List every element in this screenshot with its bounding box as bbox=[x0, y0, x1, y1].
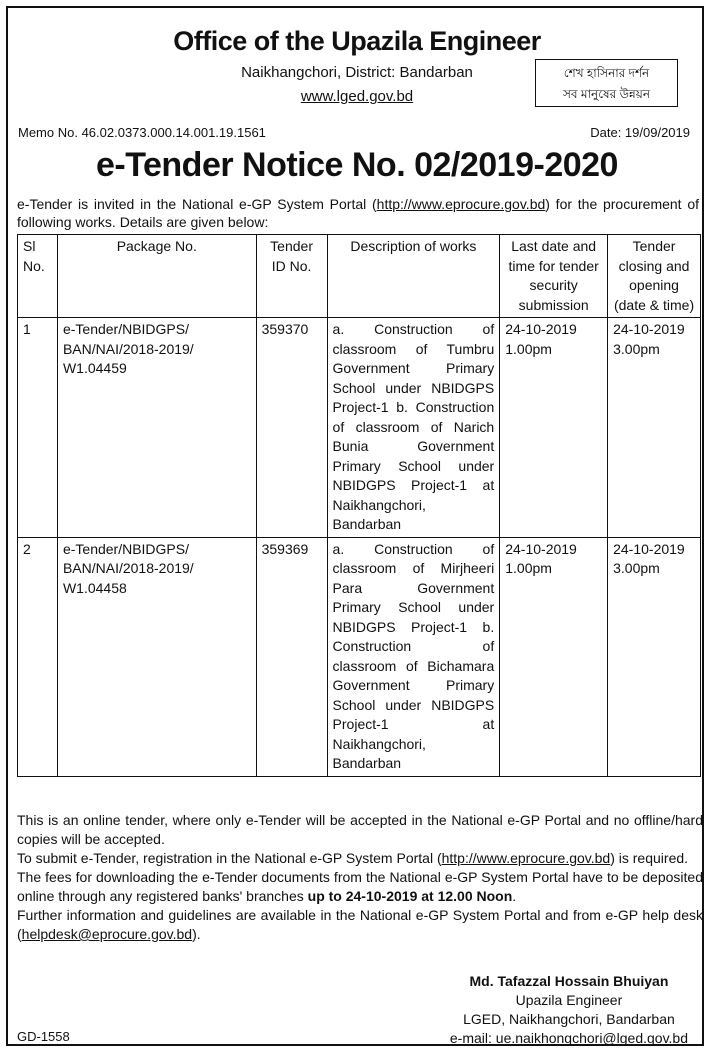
fees-deadline: up to 24-10-2019 at 12.00 Noon bbox=[307, 888, 513, 904]
stamp-line-2: সব মানুষের উন্নয়ন bbox=[562, 87, 651, 101]
table-row bbox=[18, 537, 701, 776]
fees-text-after: . bbox=[512, 888, 517, 904]
intro-text-after: ) for the procurement of following works. Details are given below: bbox=[17, 196, 699, 230]
footer-instructions bbox=[17, 811, 703, 944]
row-closing bbox=[608, 318, 701, 538]
row-description: a. Construction of classroom of Mirjheeri Para Government Primary School under NBIDGPS Project-1 b. Construction of classroom of Bichamara Government Primary School under NBIDGPS Project-1 at Naikhangchori, Bandarban bbox=[327, 537, 500, 776]
security-time: 1.00pm bbox=[505, 340, 552, 357]
intro-text-before: e-Tender is invited in the National e-GP System Portal ( bbox=[17, 196, 377, 212]
row-sl: 2 bbox=[18, 537, 58, 776]
notice-date: Date: 19/09/2019 bbox=[590, 125, 690, 140]
signature-block bbox=[450, 972, 688, 1048]
closing-date: 24-10-2019 bbox=[613, 540, 685, 557]
footer-paragraph-registration bbox=[17, 849, 703, 868]
footer-paragraph-helpdesk bbox=[17, 906, 703, 944]
signatory-name: Md. Tafazzal Hossain Bhuiyan bbox=[469, 973, 669, 989]
works-table bbox=[17, 234, 701, 777]
notice-page bbox=[6, 6, 704, 1046]
registration-text-before: To submit e-Tender, registration in the National e-GP System Portal ( bbox=[17, 850, 442, 866]
footer-paragraph-online: This is an online tender, where only e-Tender will be accepted in the National e-GP Portal and no offline/hard copies will be accepted. bbox=[17, 812, 703, 847]
table-header-row bbox=[18, 235, 701, 318]
row-sl: 1 bbox=[18, 318, 58, 538]
header-sl: Sl No. bbox=[18, 235, 58, 318]
helpdesk-text-before: Further information and guidelines are available in the National e-GP System Portal and from e-GP help desk ( bbox=[17, 907, 703, 942]
signatory-email-line bbox=[450, 1029, 688, 1048]
header-package: Package No. bbox=[57, 235, 256, 318]
office-website-link[interactable]: www.lged.gov.bd bbox=[300, 88, 414, 105]
row-closing bbox=[608, 537, 701, 776]
eprocure-link[interactable]: http://www.eprocure.gov.bd bbox=[376, 196, 546, 212]
helpdesk-email-link[interactable]: helpdesk@eprocure.gov.bd bbox=[21, 926, 193, 942]
notice-title: e-Tender Notice No. 02/2019-2020 bbox=[96, 146, 618, 184]
row-package: e-Tender/NBIDGPS/ BAN/NAI/2018-2019/ W1.04459 bbox=[57, 318, 256, 538]
row-security-deadline bbox=[500, 537, 608, 776]
row-tender-id: 359370 bbox=[256, 318, 327, 538]
row-tender-id: 359369 bbox=[256, 537, 327, 776]
registration-eprocure-link[interactable]: http://www.eprocure.gov.bd bbox=[441, 850, 611, 866]
fees-text-before: The fees for downloading the e-Tender documents from the National e-GP System Portal have to be deposited online through any registered banks' branches bbox=[17, 869, 703, 904]
row-package: e-Tender/NBIDGPS/ BAN/NAI/2018-2019/ W1.04458 bbox=[57, 537, 256, 776]
signatory-email-link[interactable]: ue.naikhongchori@lged.gov.bd bbox=[495, 1030, 688, 1046]
signatory-office: LGED, Naikhangchori, Bandarban bbox=[463, 1011, 675, 1027]
gd-number: GD-1558 bbox=[17, 1029, 70, 1044]
registration-text-after: ) is required. bbox=[610, 850, 689, 866]
security-time: 1.00pm bbox=[505, 560, 552, 576]
header-security-deadline: Last date and time for tender security submission bbox=[500, 235, 608, 318]
helpdesk-text-after: ). bbox=[192, 926, 201, 942]
header-description: Description of works bbox=[327, 235, 500, 318]
security-date: 24-10-2019 bbox=[505, 540, 577, 557]
closing-time: 3.00pm bbox=[613, 560, 660, 576]
office-address: Naikhangchori, District: Bandarban bbox=[241, 64, 473, 81]
slogan-stamp-box bbox=[535, 59, 678, 107]
row-description: a. Construction of classroom of Tumbru Government Primary School under NBIDGPS Project-1 b. Construction of classroom of Narich Bunia Government Primary School under NBIDGPS Project-1 at Naikhangchori, Bandarban bbox=[327, 318, 500, 538]
memo-number: Memo No. 46.02.0373.000.14.001.19.1561 bbox=[18, 125, 266, 140]
intro-paragraph bbox=[17, 195, 699, 231]
closing-time: 3.00pm bbox=[613, 340, 660, 357]
row-security-deadline bbox=[500, 318, 608, 538]
security-date: 24-10-2019 bbox=[505, 321, 577, 337]
header-closing-opening: Tender closing and opening (date & time) bbox=[608, 235, 701, 318]
table-row bbox=[18, 318, 701, 538]
email-label: e-mail: bbox=[449, 1030, 496, 1046]
footer-paragraph-fees bbox=[17, 868, 703, 906]
stamp-line-1: শেখ হাসিনার দর্শন bbox=[563, 66, 650, 80]
header-tender-id: Tender ID No. bbox=[256, 235, 327, 318]
office-title: Office of the Upazila Engineer bbox=[173, 26, 541, 56]
signatory-designation: Upazila Engineer bbox=[515, 992, 623, 1008]
closing-date: 24-10-2019 bbox=[613, 321, 685, 337]
